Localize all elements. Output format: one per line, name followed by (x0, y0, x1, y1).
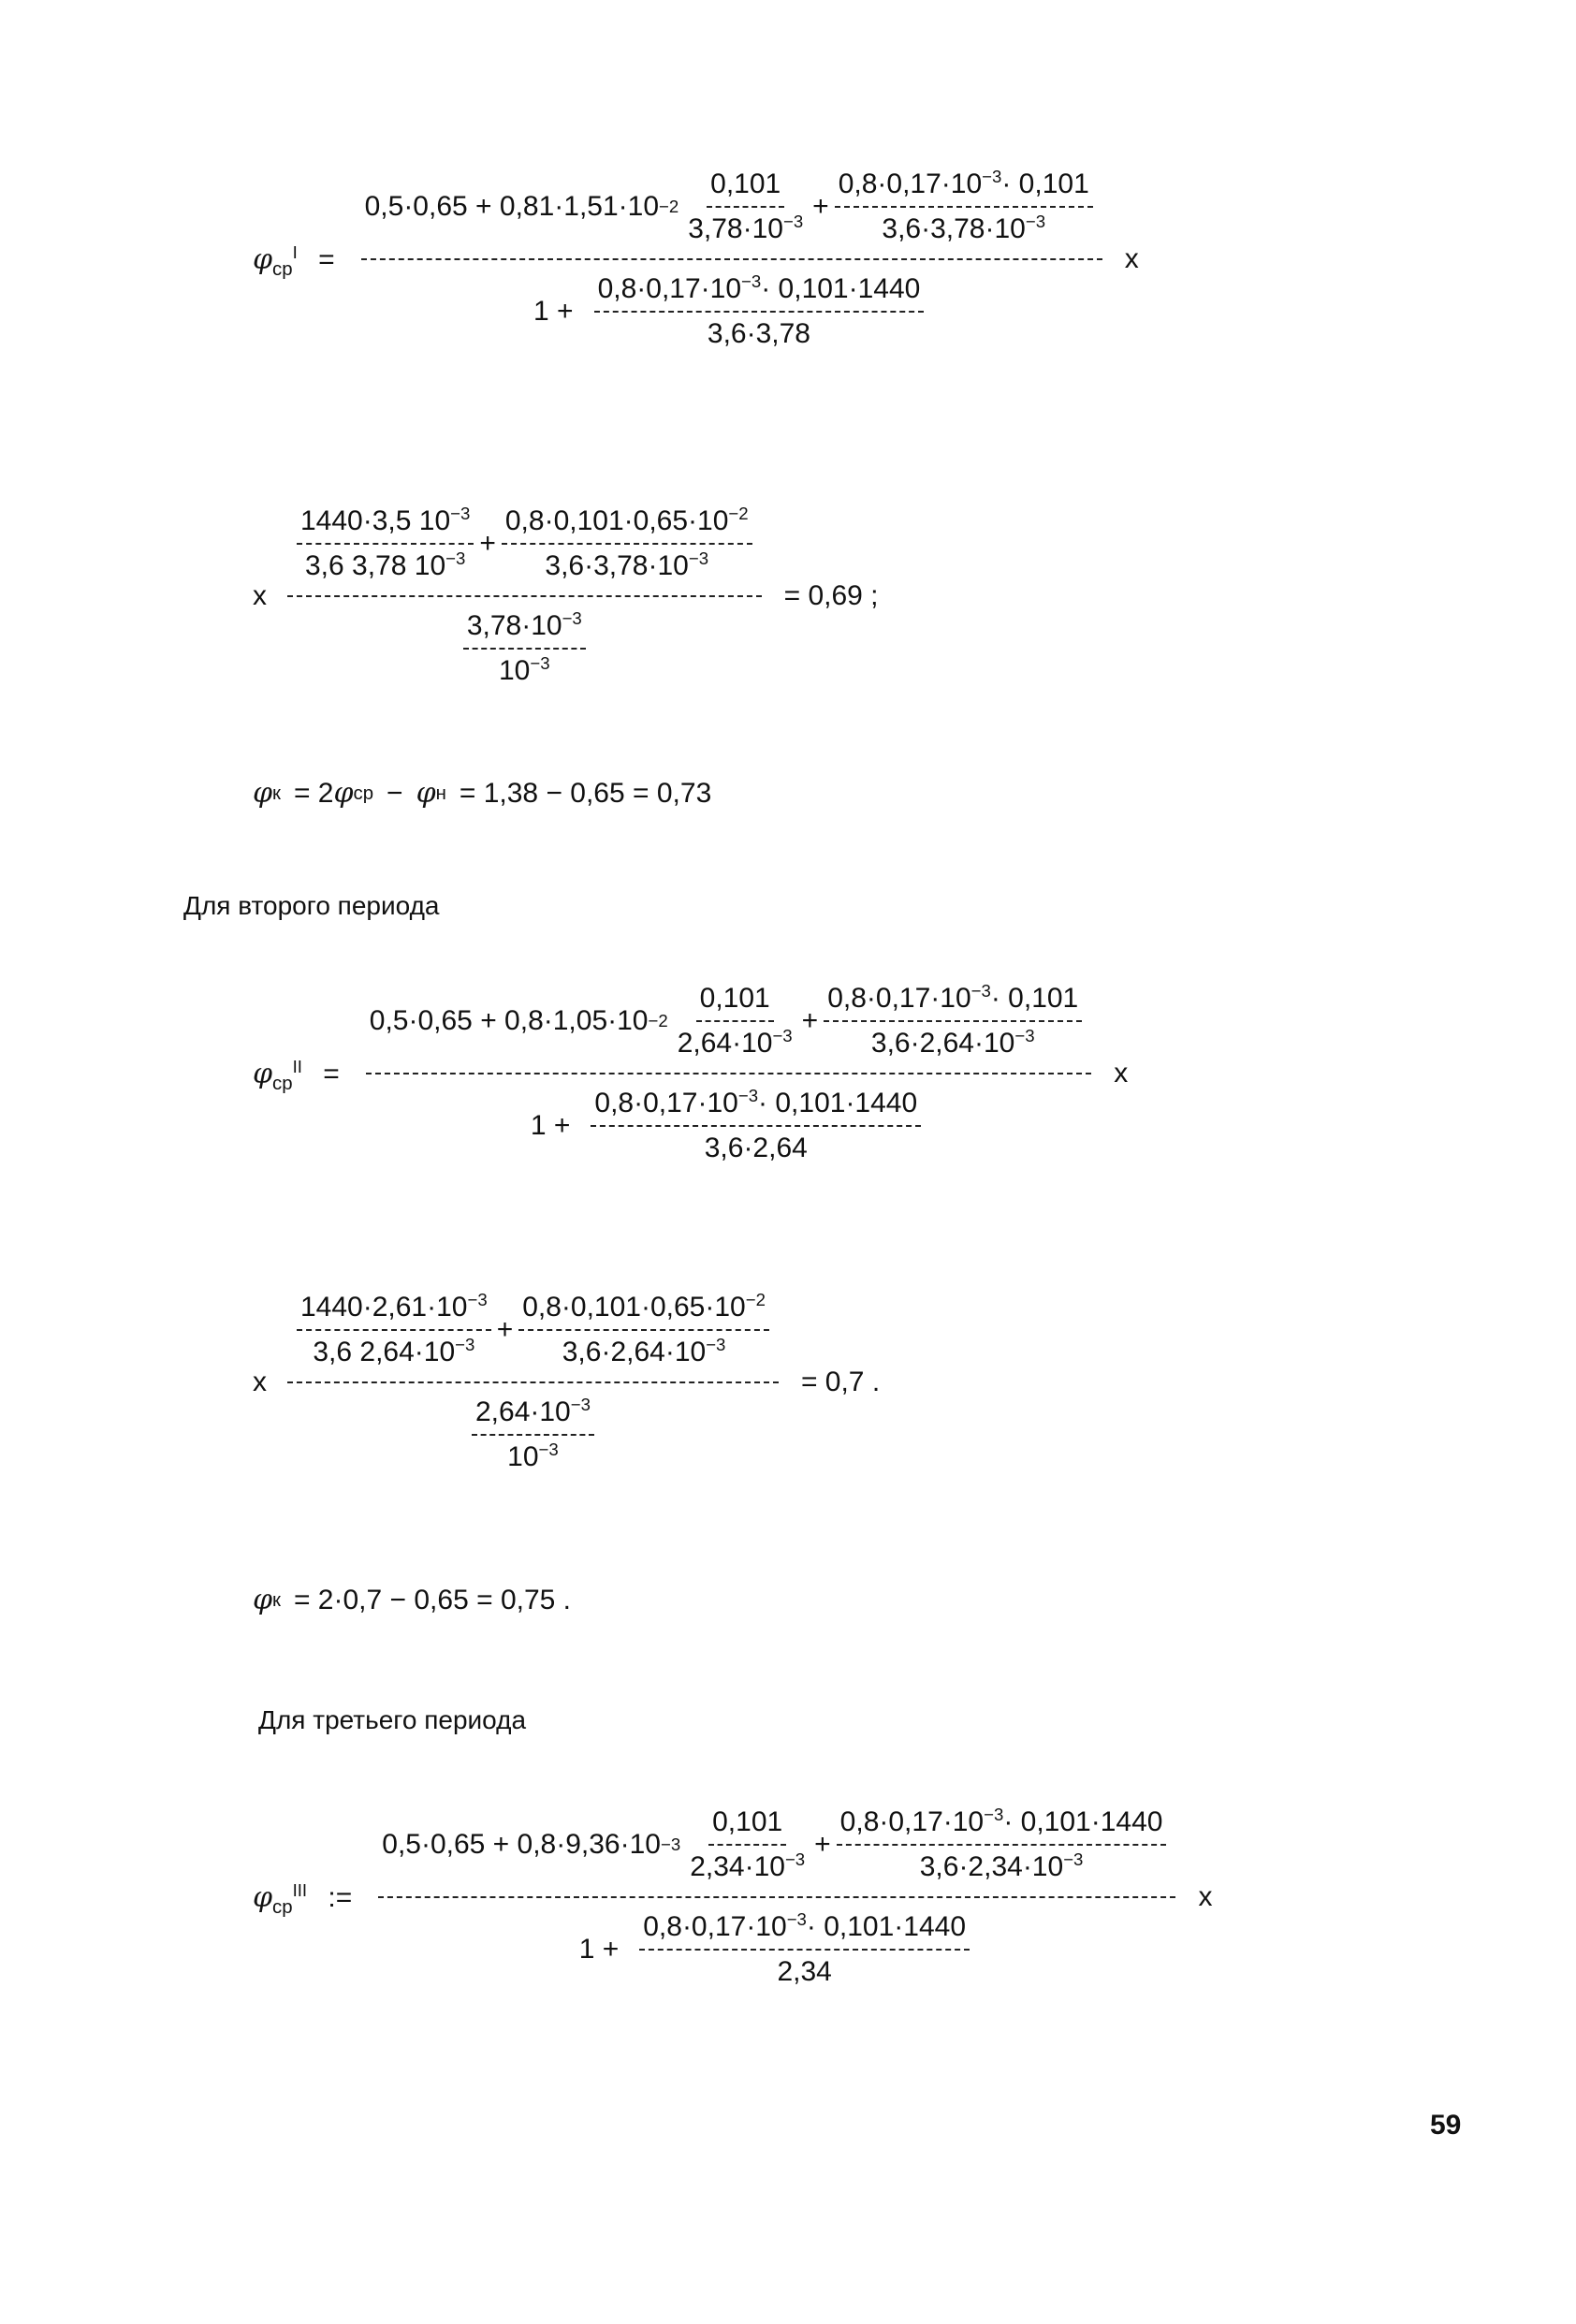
main-numerator: $\frac{1440\cdot 2,61\cdot 10^{-3}}{3,6 2,64\cdot 10^{-3}}$ + $\frac{0,8\cdot 0,101\cdot 0,65\cdot 10^{-2}}{3,6\cdot 2,64\cdot 10^{-3}}$ (287, 1292, 779, 1383)
main-denominator: 1 + $\frac{0,8\cdot 0,17\cdot 10^{-3}\cdot 0,101\cdot 1440}{2,34}$ (576, 1898, 979, 1988)
fraction: $\frac{0,8\cdot 0,17\cdot 10^{-3}\cdot 0,101\cdot 1440}{3,6\cdot 2,64}$ (591, 1088, 921, 1164)
main-denominator (454, 597, 595, 687)
section-heading-second-period: Для второго периода (183, 891, 440, 920)
equation-continuation-1: x $\frac{1440\cdot 3,5 10^{-3}}{3,6 3,78 10^{-3}}$ + $\frac{0,8\cdot 0,101\cdot 0,65\cdot 10^{-2}}{3,6\cdot 3,78\cdot 10^{-3}}$ $\frac{3,78\cdot 10^{-3}}{10^{-3}}$ = 0,69 ; (253, 504, 879, 686)
equation-lhs: $\varphi_{ср}^I$ = (253, 241, 335, 280)
fraction: $\frac{0,8\cdot 0,17\cdot 10^{-3}\cdot 0,101}{3,6\cdot 3,78\cdot 10^{-3}}$ (835, 168, 1093, 245)
main-fraction (361, 168, 1102, 350)
fraction: $\frac{0,101}{2,64\cdot 10^{-3}}$ (677, 983, 793, 1059)
main-numerator: 0,5·0,65 + 0,8·1,05·10 −2 $\frac{0,101}{2,64\cdot 10^{-3}}$ + $\frac{0,8\cdot 0,17\cdot 10^{-3}\cdot 0,101}{3,6\cdot 2,64\cdot 10^{-3}}$ (366, 983, 1091, 1074)
equation-phi-cp-1: $\varphi_{ср}^I$ = 0,5·0,65 + 0,81·1,51·10 −2 $\frac{0,101}{3,78\cdot 10^{-3}}$ + $\frac{0,8\cdot 0,17\cdot 10^{-3}\cdot 0,101}{3,6\cdot 3,78\cdot 10^{-3}}$ 1 + $\frac{0,8\cdot 0,17\cdot 10^{-3}\cdot 0,101\cdot 1440}{3,6\cdot 3,78}$ x (253, 167, 1139, 349)
equation-phi-cp-3: $\varphi_{ср}^{III}$ := 0,5·0,65 + 0,8·9,36·10 −3 $\frac{0,101}{2,34\cdot 10^{-3}}$ + $\frac{0,8\cdot 0,17\cdot 10^{-3}\cdot 0,101\cdot 1440}{3,6\cdot 2,34\cdot 10^{-3}}$ 1 + $\frac{0,8\cdot 0,17\cdot 10^{-3}\cdot 0,101\cdot 1440}{2,34}$ x (253, 1805, 1213, 1987)
fraction: $\frac{1440\cdot 2,61\cdot 10^{-3}}{3,6 2,64\cdot 10^{-3}}$ (297, 1292, 491, 1368)
main-fraction (287, 505, 762, 687)
fraction: $\frac{0,8\cdot 0,17\cdot 10^{-3}\cdot 0,101\cdot 1440}{3,6\cdot 2,34\cdot 10^{-3}}$ (837, 1806, 1167, 1883)
equation-continuation-2: x $\frac{1440\cdot 2,61\cdot 10^{-3}}{3,6 2,64\cdot 10^{-3}}$ + $\frac{0,8\cdot 0,101\cdot 0,65\cdot 10^{-2}}{3,6\cdot 2,64\cdot 10^{-3}}$ $\frac{2,64\cdot 10^{-3}}{10^{-3}}$ = 0,7 . (253, 1290, 881, 1472)
equation-lhs: $\varphi_{ср}^{II}$ = (253, 1056, 340, 1094)
fraction: $\frac{3,78\cdot 10^{-3}}{10^{-3}}$ (463, 610, 586, 687)
main-numerator: $\frac{1440\cdot 3,5 10^{-3}}{3,6 3,78 10^{-3}}$ + $\frac{0,8\cdot 0,101\cdot 0,65\cdot 10^{-2}}{3,6\cdot 3,78\cdot 10^{-3}}$ (287, 505, 762, 597)
section-heading-third-period: Для третьего периода (258, 1705, 527, 1734)
main-fraction (378, 1806, 1175, 1988)
fraction: $\frac{1440\cdot 3,5 10^{-3}}{3,6 3,78 10^{-3}}$ (297, 505, 474, 582)
main-denominator: 1 + $\frac{0,8\cdot 0,17\cdot 10^{-3}\cdot 0,101\cdot 1440}{3,6\cdot 2,64}$ (527, 1074, 930, 1164)
fraction: $\frac{0,8\cdot 0,101\cdot 0,65\cdot 10^{-2}}{3,6\cdot 2,64\cdot 10^{-3}}$ (518, 1292, 769, 1368)
fraction: $\frac{0,101}{3,78\cdot 10^{-3}}$ (688, 168, 804, 244)
main-numerator: 0,5·0,65 + 0,8·9,36·10 −3 $\frac{0,101}{2,34\cdot 10^{-3}}$ + $\frac{0,8\cdot 0,17\cdot 10^{-3}\cdot 0,101\cdot 1440}{3,6\cdot 2,34\cdot 10^{-3}}$ (378, 1806, 1175, 1898)
page-number: 59 (1430, 2110, 1462, 2141)
fraction: $\frac{0,8\cdot 0,101\cdot 0,65\cdot 10^{-2}}{3,6\cdot 3,78\cdot 10^{-3}}$ (502, 505, 752, 582)
fraction: $\frac{0,8\cdot 0,17\cdot 10^{-3}\cdot 0,101\cdot 1440}{3,6\cdot 3,78}$ (594, 273, 925, 350)
main-numerator: 0,5·0,65 + 0,81·1,51·10 −2 $\frac{0,101}{3,78\cdot 10^{-3}}$ + $\frac{0,8\cdot 0,17\cdot 10^{-3}\cdot 0,101}{3,6\cdot 3,78\cdot 10^{-3}}$ (361, 168, 1102, 260)
equation-phi-k-2: φ к = 2·0,7 − 0,65 = 0,75 . (253, 1584, 571, 1616)
equation-lhs: $\varphi_{ср}^{III}$ := (253, 1879, 353, 1918)
equation-phi-k-1: φ к = 2 φ ср − φ н = 1,38 − 0,65 = 0,73 (253, 777, 712, 810)
main-denominator: 1 + $\frac{0,8\cdot 0,17\cdot 10^{-3}\cdot 0,101\cdot 1440}{3,6\cdot 3,78}$ (530, 260, 933, 350)
main-denominator (462, 1383, 604, 1473)
fraction: $\frac{2,64\cdot 10^{-3}}{10^{-3}}$ (472, 1396, 594, 1473)
main-fraction (366, 983, 1091, 1164)
fraction: $\frac{0,101}{2,34\cdot 10^{-3}}$ (690, 1806, 806, 1882)
fraction: $\frac{0,8\cdot 0,17\cdot 10^{-3}\cdot 0,101}{3,6\cdot 2,64\cdot 10^{-3}}$ (824, 983, 1082, 1060)
main-fraction (287, 1292, 779, 1473)
equation-phi-cp-2: $\varphi_{ср}^{II}$ = 0,5·0,65 + 0,8·1,05·10 −2 $\frac{0,101}{2,64\cdot 10^{-3}}$ + $\frac{0,8\cdot 0,17\cdot 10^{-3}\cdot 0,101}{3,6\cdot 2,64\cdot 10^{-3}}$ 1 + $\frac{0,8\cdot 0,17\cdot 10^{-3}\cdot 0,101\cdot 1440}{3,6\cdot 2,64}$ x (253, 981, 1129, 1163)
fraction: $\frac{0,8\cdot 0,17\cdot 10^{-3}\cdot 0,101\cdot 1440}{2,34}$ (639, 1911, 970, 1988)
